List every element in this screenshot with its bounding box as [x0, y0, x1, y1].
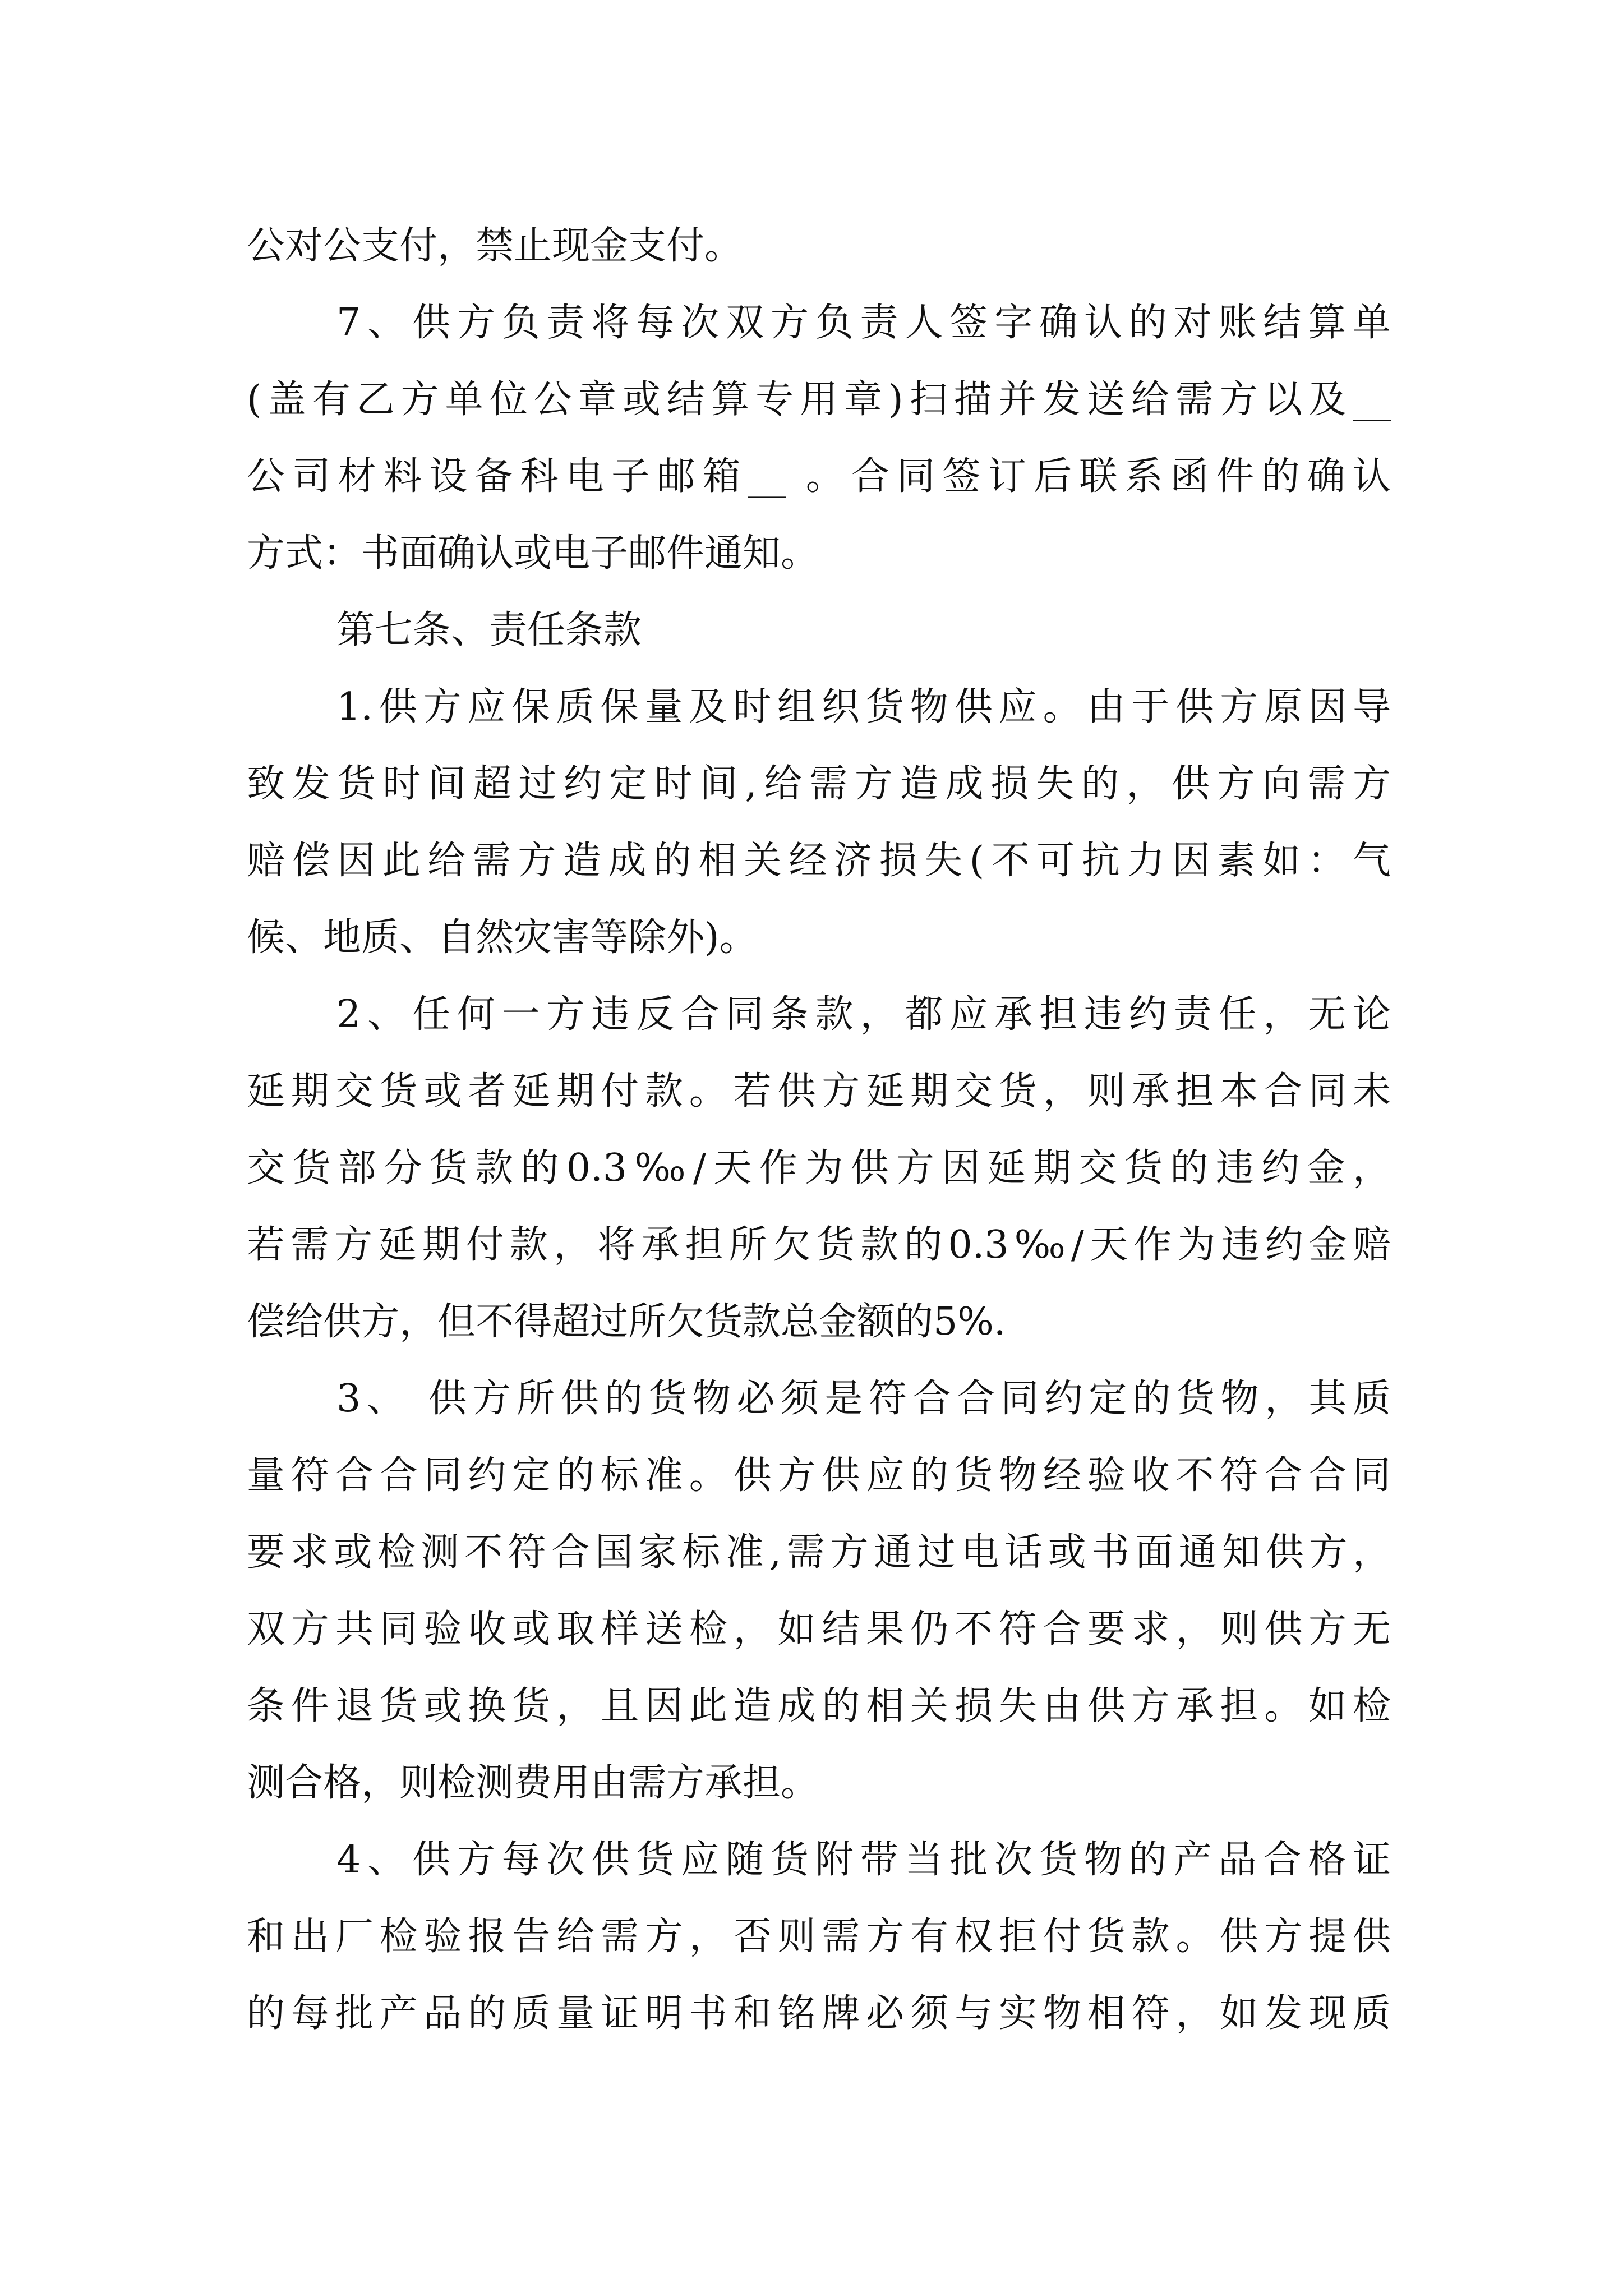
text-line: 交货部分货款的0.3‰/天作为供方因延期交货的违约金， [247, 1146, 1391, 1190]
text-line: 要求或检测不符合国家标准,需方通过电话或书面通知供方， [247, 1530, 1391, 1575]
text-line: 公司材料设备科电子邮箱__ 。合同签订后联系函件的确认 [247, 454, 1391, 499]
text-line: 公对公支付，禁止现金支付。 [247, 224, 743, 268]
text-line: 方式：书面确认或电子邮件通知。 [247, 531, 819, 576]
text-line: 致发货时间超过约定时间,给需方造成损失的，供方向需方 [247, 762, 1391, 806]
text-line: 测合格，则检测费用由需方承担。 [247, 1761, 819, 1805]
text-line: 7、供方负责将每次双方负责人签字确认的对账结算单 [336, 301, 1391, 345]
section-heading: 第七条、责任条款 [336, 608, 642, 652]
text-line: 候、地质、自然灾害等除外)。 [247, 915, 758, 960]
text-line: 条件退货或换货，且因此造成的相关损失由供方承担。如检 [247, 1684, 1391, 1728]
text-line: 和出厂检验报告给需方，否则需方有权拒付货款。供方提供 [247, 1915, 1391, 1959]
text-line: 2、任何一方违反合同条款，都应承担违约责任，无论 [336, 992, 1391, 1037]
text-line: 偿给供方，但不得超过所欠货款总金额的5%. [247, 1300, 1006, 1344]
text-line: 延期交货或者延期付款。若供方延期交货，则承担本合同未 [247, 1069, 1391, 1114]
text-line: 的每批产品的质量证明书和铭牌必须与实物相符，如发现质 [247, 1991, 1391, 2036]
text-line: 双方共同验收或取样送检，如结果仍不符合要求，则供方无 [247, 1607, 1391, 1651]
text-line: 3、 供方所供的货物必须是符合合同约定的货物，其质 [336, 1377, 1391, 1421]
document-page [247, 208, 1391, 2052]
text-line: 量符合合同约定的标准。供方供应的货物经验收不符合合同 [247, 1453, 1391, 1498]
text-line: 4、供方每次供货应随货附带当批次货物的产品合格证 [336, 1838, 1391, 1882]
text-line: (盖有乙方单位公章或结算专用章)扫描并发送给需方以及__ [247, 378, 1391, 422]
text-line: 若需方延期付款，将承担所欠货款的0.3‰/天作为违约金赔 [247, 1223, 1391, 1267]
text-line: 赔偿因此给需方造成的相关经济损失(不可抗力因素如：气 [247, 839, 1391, 883]
text-line: 1.供方应保质保量及时组织货物供应。由于供方原因导 [336, 685, 1391, 729]
